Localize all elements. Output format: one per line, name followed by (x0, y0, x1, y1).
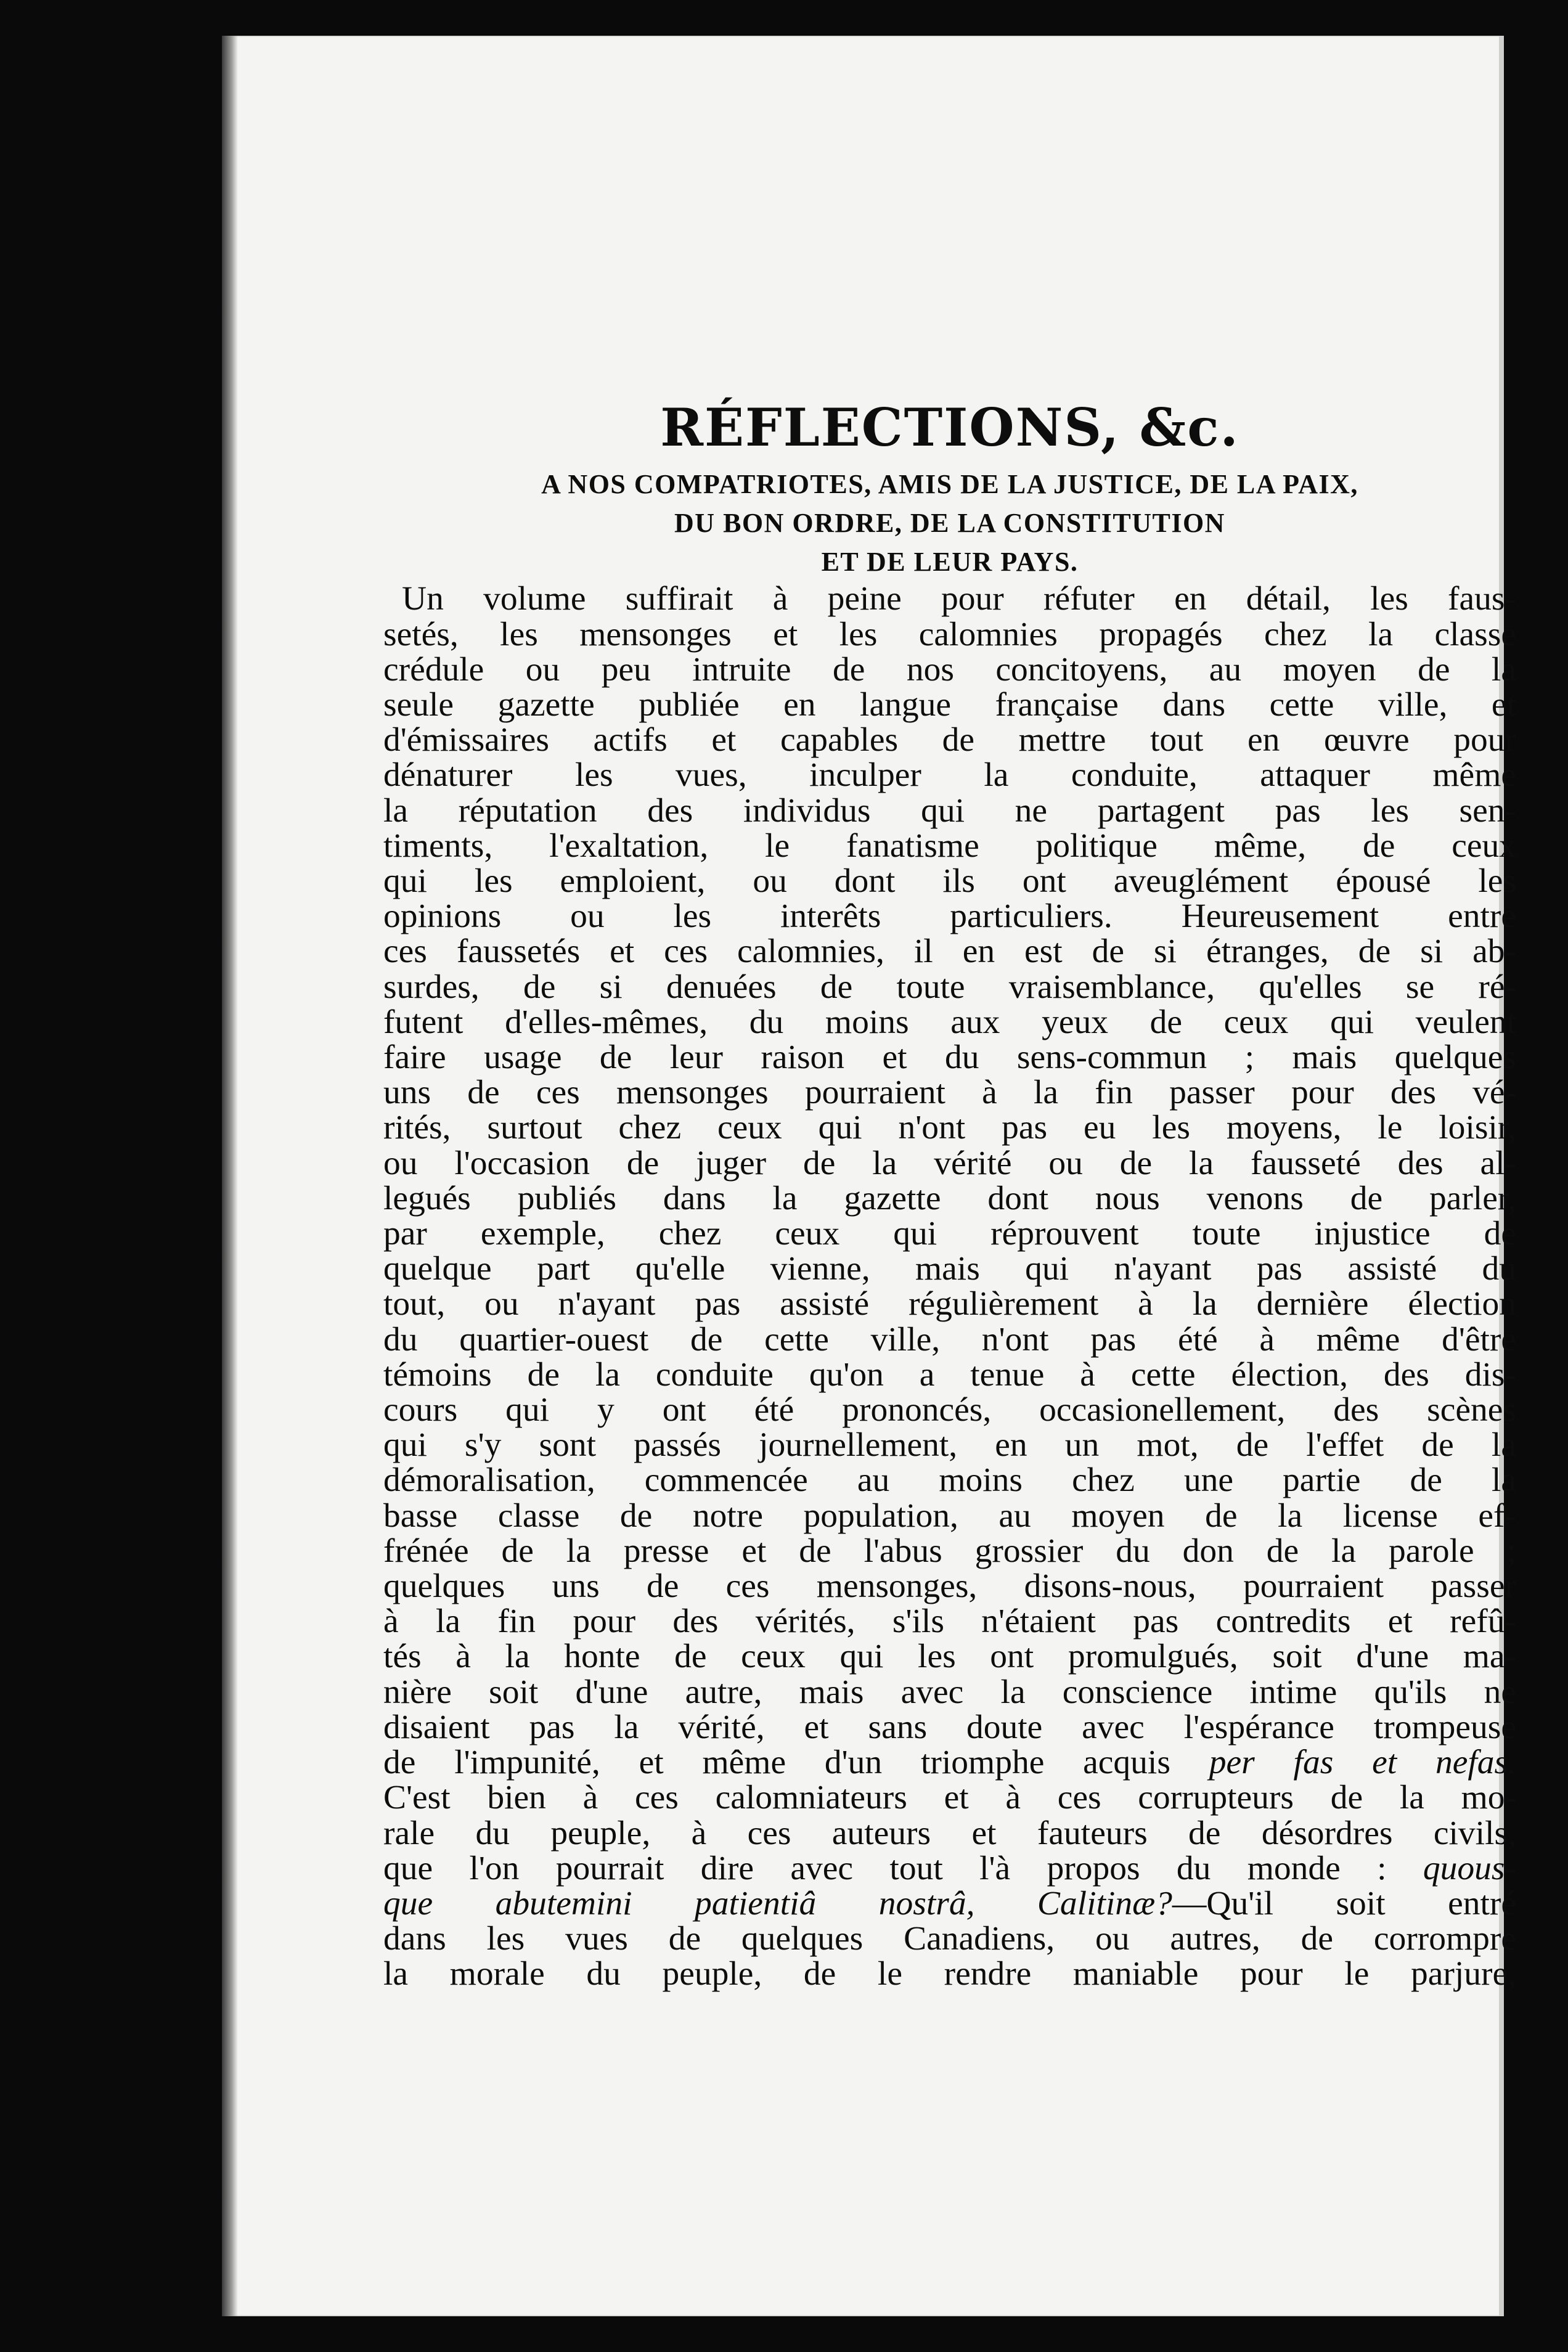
document-title: RÉFLECTIONS, &c. (660, 397, 1239, 458)
body-line: à la fin pour des vérités, s'ils n'étaient pas contredits et refû- (383, 1603, 1516, 1641)
body-line: faire usage de leur raison et du sens-commun ; mais quelques (383, 1039, 1516, 1077)
body-line: quelque part qu'elle vienne, mais qui n'ayant pas assisté du (383, 1250, 1516, 1288)
body-line: nière soit d'une autre, mais avec la conscience intime qu'ils ne (383, 1673, 1516, 1711)
body-line: de l'impunité, et même d'un triomphe acquis per fas et nefas. (383, 1744, 1516, 1782)
subtitle-line: DU BON ORDRE, DE LA CONSTITUTION (674, 508, 1225, 539)
body-line: frénée de la presse et de l'abus grossier du don de la parole ; (383, 1532, 1516, 1570)
body-line: tout, ou n'ayant pas assisté régulièrement à la dernière élection (383, 1285, 1516, 1323)
body-line: uns de ces mensonges pourraient à la fin passer pour des vé- (383, 1074, 1516, 1112)
body-line: disaient pas la vérité, et sans doute avec l'espérance trompeuse (383, 1708, 1516, 1746)
body-line: dénaturer les vues, inculper la conduite, attaquer même (383, 756, 1516, 794)
body-line: tés à la honte de ceux qui les ont promulgués, soit d'une ma- (383, 1638, 1516, 1676)
binding-shadow (222, 36, 238, 2316)
scanned-page (222, 36, 1516, 2316)
document-subtitle (383, 465, 1516, 581)
body-line: quelques uns de ces mensonges, disons-nous, pourraient passer (383, 1567, 1516, 1606)
body-line: legués publiés dans la gazette dont nous venons de parler, (383, 1179, 1516, 1217)
subtitle-line: ET DE LEUR PAYS. (821, 547, 1079, 578)
body-line: C'est bien à ces calomniateurs et à ces corrupteurs de la mo- (383, 1779, 1516, 1817)
body-line: qui les emploient, ou dont ils ont aveuglément épousé les (383, 862, 1516, 900)
body-line: que l'on pourrait dire avec tout l'à propos du monde : quous- (383, 1849, 1516, 1887)
body-line: du quartier-ouest de cette ville, n'ont pas été à même d'être (383, 1320, 1516, 1358)
body-line: crédule ou peu intruite de nos concitoyens, au moyen de la (383, 650, 1516, 688)
body-line: dans les vues de quelques Canadiens, ou autres, de corrompre (383, 1920, 1516, 1958)
body-line: seule gazette publiée en langue française dans cette ville, et (383, 686, 1516, 724)
body-paragraph (383, 581, 1516, 1991)
body-line: Un volume suffirait à peine pour réfuter en détail, les faus- (402, 580, 1516, 618)
body-line: démoralisation, commencée au moins chez une partie de la (383, 1461, 1516, 1500)
body-line: ou l'occasion de juger de la vérité ou de la fausseté des al- (383, 1144, 1516, 1182)
body-line: qui s'y sont passés journellement, en un mot, de l'effet de la (383, 1426, 1516, 1464)
body-line: basse classe de notre population, au moyen de la license ef- (383, 1497, 1516, 1535)
body-line: timents, l'exaltation, le fanatisme politique même, de ceux (383, 827, 1516, 865)
body-line: futent d'elles-mêmes, du moins aux yeux de ceux qui veulent (383, 1003, 1516, 1041)
body-line: opinions ou les interêts particuliers. Heureusement entre (383, 897, 1516, 936)
body-line: d'émissaires actifs et capables de mettre tout en œuvre pour (383, 721, 1516, 759)
body-line: setés, les mensonges et les calomnies propagés chez la classe (383, 615, 1516, 653)
body-line: que abutemini patientiâ nostrâ, Calitinæ?—Qu'il soit entré (383, 1884, 1516, 1922)
body-line: ces faussetés et ces calomnies, il en est de si étranges, de si ab- (383, 933, 1516, 971)
body-line: cours qui y ont été prononcés, occasionellement, des scènes (383, 1391, 1516, 1429)
page-content (383, 399, 1516, 1992)
body-line: témoins de la conduite qu'on a tenue à cette élection, des dis- (383, 1355, 1516, 1394)
body-line: la réputation des individus qui ne partagent pas les sen- (383, 791, 1516, 830)
body-line: rale du peuple, à ces auteurs et fauteurs de désordres civils, (383, 1814, 1516, 1852)
body-line: surdes, de si denuées de toute vraisemblance, qu'elles se ré- (383, 968, 1516, 1006)
body-line: par exemple, chez ceux qui réprouvent toute injustice de (383, 1215, 1516, 1253)
body-line: la morale du peuple, de le rendre maniable pour le parjure, (383, 1955, 1516, 1993)
body-line: rités, surtout chez ceux qui n'ont pas eu les moyens, le loisir, (383, 1109, 1516, 1147)
subtitle-line: A NOS COMPATRIOTES, AMIS DE LA JUSTICE, DE LA PAIX, (541, 469, 1358, 500)
